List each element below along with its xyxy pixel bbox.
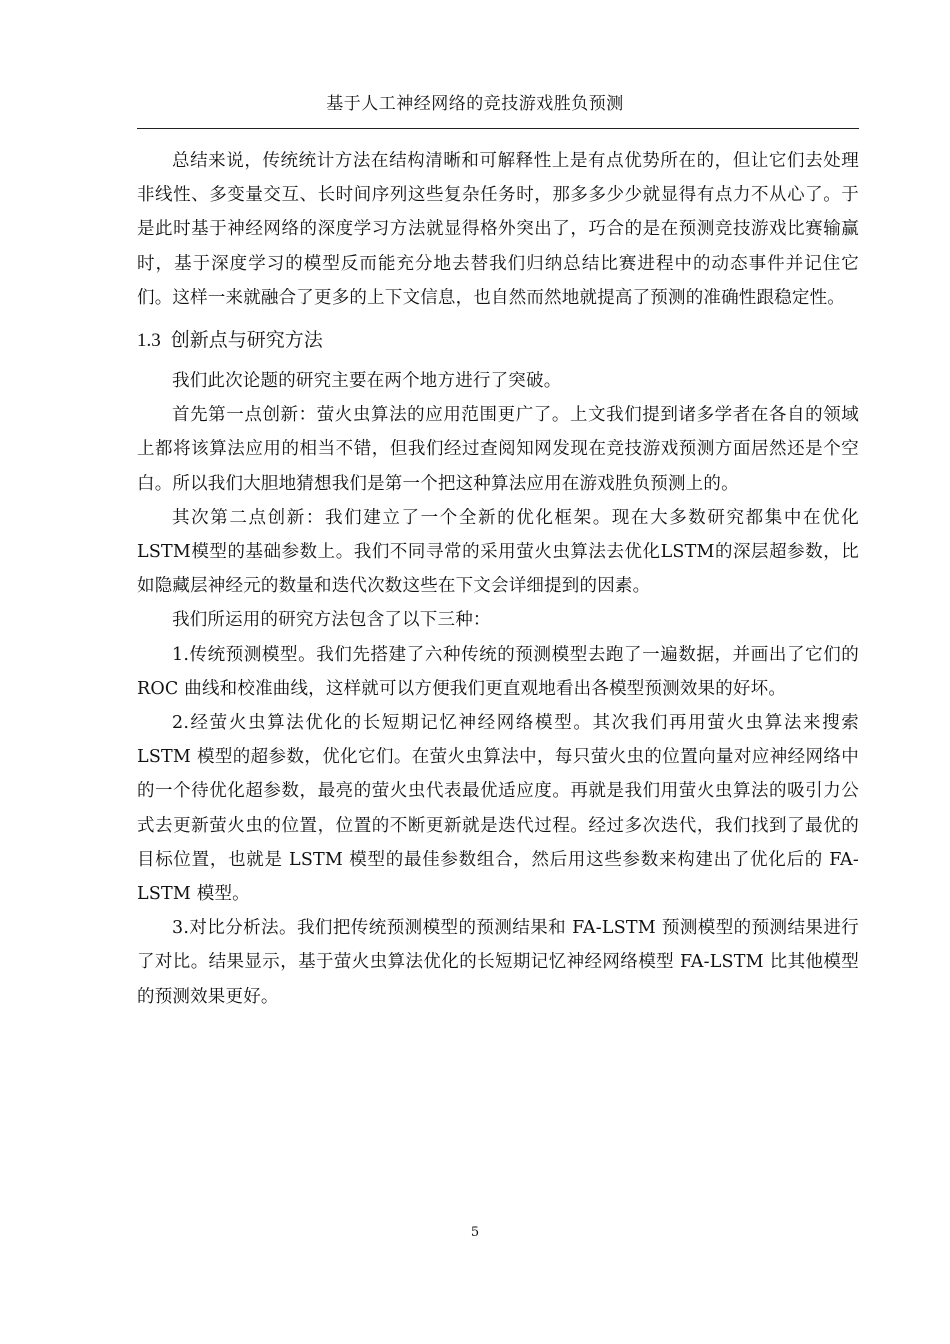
body-paragraph: 3.对比分析法。我们把传统预测模型的预测结果和 FA-LSTM 预测模型的预测结果进行了对比。结果显示，基于萤火虫算法优化的长短期记忆神经网络模型 FA-LSTM 比其他模型的预测效果更好。 bbox=[137, 918, 859, 1007]
header-rule bbox=[137, 128, 859, 129]
section-heading bbox=[137, 325, 859, 356]
body-paragraph: 1.传统预测模型。我们先搭建了六种传统的预测模型去跑了一遍数据，并画出了它们的 ROC 曲线和校准曲线，这样就可以方便我们更直观地看出各模型预测效果的好坏。 bbox=[137, 644, 859, 699]
body-paragraph: 2.经萤火虫算法优化的长短期记忆神经网络模型。其次我们再用萤火虫算法来搜索 LSTM 模型的超参数，优化它们。在萤火虫算法中，每只萤火虫的位置向量对应神经网络中的一个待优化超参数，最亮的萤火虫代表最优适应度。再就是我们用萤火虫算法的吸引力公式去更新萤火虫的位置，位置的不断更新就是迭代过程。经过多次迭代，我们找到了最优的目标位置，也就是 LSTM 模型的最佳参数组合，然后用这些参数来构建出了优化后的 FA-LSTM 模型。 bbox=[137, 713, 859, 905]
body-paragraph: 总结来说，传统统计方法在结构清晰和可解释性上是有点优势所在的，但让它们去处理非线性、多变量交互、长时间序列这些复杂任务时，那多多少少就显得有点力不从心了。于是此时基于神经网络的深度学习方法就显得格外突出了，巧合的是在预测竞技游戏比赛输赢时，基于深度学习的模型反而能充分地去替我们归纳总结比赛进程中的动态事件并记住它们。这样一来就融合了更多的上下文信息，也自然而然地就提高了预测的准确性跟稳定性。 bbox=[137, 151, 859, 308]
body-paragraph: 我们此次论题的研究主要在两个地方进行了突破。 bbox=[172, 371, 562, 392]
section-title: 创新点与研究方法 bbox=[170, 329, 323, 352]
running-header: 基于人工神经网络的竞技游戏胜负预测 bbox=[326, 94, 624, 114]
page-number: 5 bbox=[470, 1225, 480, 1240]
page-body bbox=[137, 144, 859, 1014]
body-paragraph: 首先第一点创新：萤火虫算法的应用范围更广了。上文我们提到诸多学者在各自的领域上都将该算法应用的相当不错，但我们经过查阅知网发现在竞技游戏预测方面居然还是个空白。所以我们大胆地猜想我们是第一个把这种算法应用在游戏胜负预测上的。 bbox=[137, 405, 859, 494]
section-number: 1.3 bbox=[137, 330, 161, 352]
body-paragraph: 我们所运用的研究方法包含了以下三种： bbox=[172, 610, 491, 631]
body-paragraph: 其次第二点创新：我们建立了一个全新的优化框架。现在大多数研究都集中在优化LSTM模型的基础参数上。我们不同寻常的采用萤火虫算法去优化LSTM的深层超参数，比如隐藏层神经元的数量和迭代次数这些在下文会详细提到的因素。 bbox=[137, 507, 859, 597]
